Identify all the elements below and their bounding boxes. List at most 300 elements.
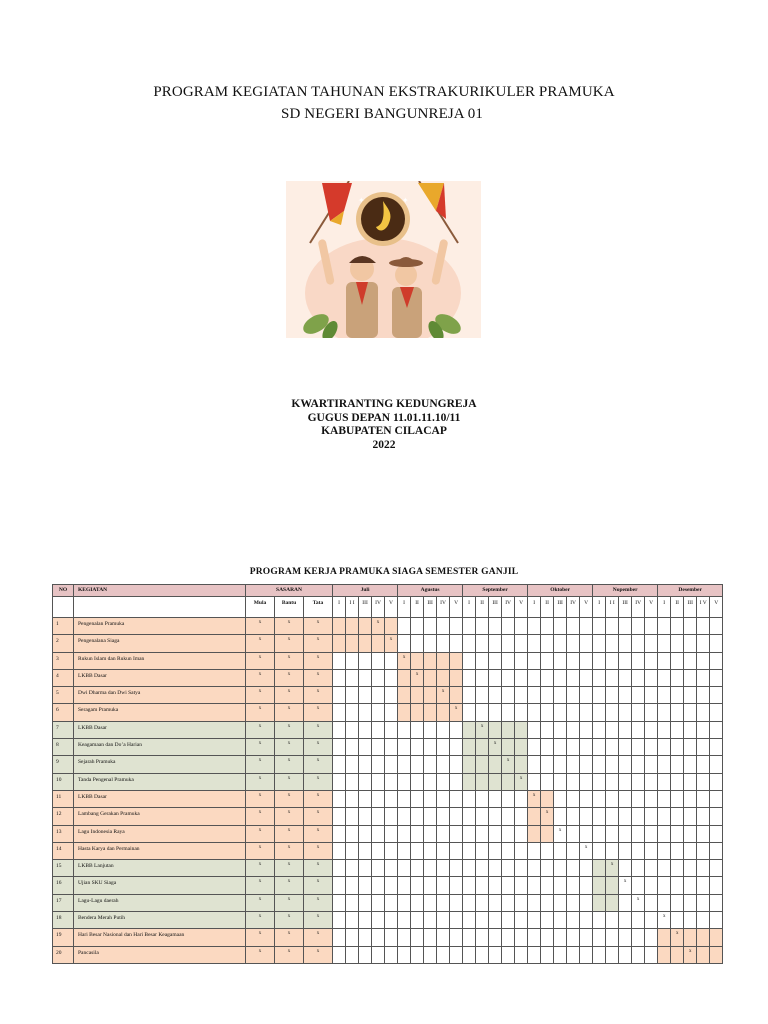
week-cell — [710, 721, 723, 738]
week-cell — [437, 894, 450, 911]
week-cell — [424, 704, 437, 721]
week-cell — [411, 739, 424, 756]
week-cell — [645, 790, 658, 807]
week-cell — [476, 669, 489, 686]
week-cell — [437, 669, 450, 686]
week-cell — [619, 842, 632, 859]
week-cell — [515, 808, 528, 825]
week-cell — [411, 635, 424, 652]
week-cell — [554, 618, 567, 635]
week-cell — [515, 739, 528, 756]
week-cell — [710, 808, 723, 825]
week-cell — [437, 860, 450, 877]
week-mark: x — [606, 860, 619, 877]
week-cell — [463, 687, 476, 704]
week-cell — [424, 946, 437, 963]
week-cell — [489, 894, 502, 911]
table-row — [53, 946, 723, 963]
week-cell — [710, 618, 723, 635]
week-cell — [463, 842, 476, 859]
week-cell — [489, 687, 502, 704]
week-cell — [515, 635, 528, 652]
week-cell — [385, 756, 398, 773]
week-cell — [476, 894, 489, 911]
svg-text:✦: ✦ — [358, 196, 365, 205]
week-cell — [684, 652, 697, 669]
sasaran-mark: x — [246, 894, 275, 911]
week-cell — [515, 618, 528, 635]
row-kegiatan: Rukun Islam dan Rukun Iman — [74, 652, 246, 669]
sasaran-mark: x — [304, 773, 333, 790]
sasaran-mark: x — [275, 756, 304, 773]
week-september-2: II — [476, 597, 489, 618]
week-cell — [424, 860, 437, 877]
row-number: 4 — [53, 669, 74, 686]
table-row — [53, 756, 723, 773]
week-cell — [606, 652, 619, 669]
row-number: 6 — [53, 704, 74, 721]
week-cell — [424, 687, 437, 704]
week-cell — [359, 808, 372, 825]
week-cell — [567, 894, 580, 911]
week-cell — [463, 946, 476, 963]
week-cell — [645, 894, 658, 911]
week-cell — [632, 635, 645, 652]
header-month-nopember: Nopember — [593, 585, 658, 597]
week-cell — [606, 618, 619, 635]
week-cell — [489, 721, 502, 738]
week-cell — [515, 687, 528, 704]
week-cell — [541, 860, 554, 877]
week-cell — [645, 825, 658, 842]
week-cell — [372, 652, 385, 669]
week-cell — [567, 825, 580, 842]
week-mark: x — [502, 756, 515, 773]
week-cell — [684, 635, 697, 652]
week-cell — [515, 825, 528, 842]
week-cell — [411, 704, 424, 721]
sasaran-mark: x — [304, 739, 333, 756]
week-cell — [619, 946, 632, 963]
week-cell — [580, 894, 593, 911]
week-juli-5: V — [385, 597, 398, 618]
week-cell — [645, 929, 658, 946]
week-cell — [437, 825, 450, 842]
week-cell — [333, 929, 346, 946]
week-cell — [424, 652, 437, 669]
week-cell — [476, 652, 489, 669]
week-cell — [359, 860, 372, 877]
week-cell — [346, 860, 359, 877]
week-cell — [450, 652, 463, 669]
week-cell — [567, 739, 580, 756]
week-cell — [372, 790, 385, 807]
row-kegiatan: Hasta Karya dan Permainan — [74, 842, 246, 859]
header-month-september: September — [463, 585, 528, 597]
week-cell — [333, 860, 346, 877]
week-cell — [450, 842, 463, 859]
week-september-5: V — [515, 597, 528, 618]
week-cell — [593, 687, 606, 704]
sasaran-mark: x — [304, 894, 333, 911]
week-cell — [346, 912, 359, 929]
week-cell — [463, 669, 476, 686]
week-cell — [580, 687, 593, 704]
week-cell — [489, 842, 502, 859]
sasaran-mark: x — [304, 842, 333, 859]
week-cell — [671, 739, 684, 756]
row-number: 5 — [53, 687, 74, 704]
week-cell — [554, 773, 567, 790]
sasaran-mark: x — [246, 635, 275, 652]
week-mark: x — [619, 877, 632, 894]
table-row — [53, 912, 723, 929]
week-cell — [450, 618, 463, 635]
week-cell — [333, 842, 346, 859]
header-month-juli: Juli — [333, 585, 398, 597]
kwartiranting: KWARTIRANTING KEDUNGREJA — [291, 398, 477, 410]
week-cell — [411, 894, 424, 911]
week-cell — [541, 790, 554, 807]
week-cell — [645, 669, 658, 686]
week-cell — [684, 790, 697, 807]
sasaran-mark: x — [275, 842, 304, 859]
sasaran-mark: x — [304, 652, 333, 669]
header-sasaran-mula: Mula — [246, 597, 275, 618]
week-cell — [619, 704, 632, 721]
week-cell — [658, 860, 671, 877]
week-cell — [398, 946, 411, 963]
week-cell — [398, 825, 411, 842]
week-cell — [658, 842, 671, 859]
week-september-1: I — [463, 597, 476, 618]
week-cell — [424, 669, 437, 686]
week-cell — [333, 912, 346, 929]
sasaran-mark: x — [304, 704, 333, 721]
sasaran-mark: x — [304, 790, 333, 807]
sasaran-mark: x — [275, 669, 304, 686]
week-cell — [606, 773, 619, 790]
week-cell — [424, 877, 437, 894]
week-cell — [476, 756, 489, 773]
sasaran-mark: x — [246, 790, 275, 807]
week-cell — [528, 756, 541, 773]
week-cell — [710, 756, 723, 773]
row-number: 11 — [53, 790, 74, 807]
week-cell — [437, 721, 450, 738]
week-cell — [333, 808, 346, 825]
week-cell — [333, 946, 346, 963]
week-cell — [619, 756, 632, 773]
sasaran-mark: x — [304, 929, 333, 946]
week-cell — [385, 894, 398, 911]
week-cell — [385, 946, 398, 963]
row-number: 17 — [53, 894, 74, 911]
week-cell — [411, 756, 424, 773]
week-nopember-1: I — [593, 597, 606, 618]
week-cell — [658, 704, 671, 721]
week-cell — [658, 756, 671, 773]
program-table — [52, 584, 723, 964]
week-cell — [632, 721, 645, 738]
row-number: 10 — [53, 773, 74, 790]
week-cell — [359, 618, 372, 635]
week-cell — [333, 739, 346, 756]
week-cell — [593, 739, 606, 756]
sasaran-mark: x — [246, 756, 275, 773]
week-cell — [593, 825, 606, 842]
week-cell — [346, 721, 359, 738]
week-cell — [606, 790, 619, 807]
week-cell — [671, 687, 684, 704]
table-row — [53, 825, 723, 842]
week-cell — [632, 912, 645, 929]
week-cell — [437, 929, 450, 946]
week-cell — [450, 929, 463, 946]
week-cell — [606, 929, 619, 946]
week-cell — [333, 756, 346, 773]
table-row — [53, 635, 723, 652]
week-cell — [359, 652, 372, 669]
week-cell — [502, 842, 515, 859]
sasaran-mark: x — [304, 721, 333, 738]
week-cell — [463, 808, 476, 825]
week-juli-3: III — [359, 597, 372, 618]
week-desember-5: V — [710, 597, 723, 618]
week-cell — [541, 877, 554, 894]
week-cell — [658, 929, 671, 946]
week-cell — [424, 929, 437, 946]
week-cell — [489, 704, 502, 721]
week-cell — [671, 704, 684, 721]
week-cell — [424, 773, 437, 790]
row-number: 13 — [53, 825, 74, 842]
week-cell — [346, 877, 359, 894]
week-cell — [437, 652, 450, 669]
week-cell — [710, 946, 723, 963]
week-nopember-5: V — [645, 597, 658, 618]
week-cell — [346, 790, 359, 807]
week-cell — [606, 877, 619, 894]
header-blank-kegiatan — [74, 597, 246, 618]
week-cell — [632, 739, 645, 756]
week-cell — [671, 635, 684, 652]
week-cell — [541, 912, 554, 929]
week-cell — [697, 618, 710, 635]
week-cell — [398, 704, 411, 721]
sasaran-mark: x — [275, 860, 304, 877]
week-cell — [372, 808, 385, 825]
week-cell — [554, 721, 567, 738]
week-cell — [580, 618, 593, 635]
row-number: 19 — [53, 929, 74, 946]
week-cell — [463, 739, 476, 756]
table-row — [53, 721, 723, 738]
week-cell — [593, 842, 606, 859]
week-cell — [476, 739, 489, 756]
table-row — [53, 860, 723, 877]
week-cell — [710, 669, 723, 686]
week-cell — [619, 894, 632, 911]
week-cell — [515, 652, 528, 669]
week-cell — [372, 669, 385, 686]
week-cell — [619, 618, 632, 635]
week-cell — [697, 946, 710, 963]
week-cell — [346, 618, 359, 635]
week-cell — [463, 704, 476, 721]
week-cell — [437, 704, 450, 721]
week-cell — [437, 773, 450, 790]
week-cell — [645, 739, 658, 756]
week-cell — [411, 687, 424, 704]
sasaran-mark: x — [246, 773, 275, 790]
row-number: 2 — [53, 635, 74, 652]
week-cell — [424, 721, 437, 738]
week-cell — [346, 946, 359, 963]
week-cell — [411, 618, 424, 635]
week-cell — [502, 652, 515, 669]
week-cell — [567, 704, 580, 721]
week-cell — [697, 929, 710, 946]
week-cell — [632, 669, 645, 686]
week-desember-2: II — [671, 597, 684, 618]
sasaran-mark: x — [246, 721, 275, 738]
week-cell — [658, 635, 671, 652]
week-cell — [593, 912, 606, 929]
week-cell — [593, 790, 606, 807]
week-cell — [424, 635, 437, 652]
week-cell — [476, 825, 489, 842]
week-cell — [372, 721, 385, 738]
week-cell — [541, 669, 554, 686]
week-cell — [710, 635, 723, 652]
sasaran-mark: x — [304, 825, 333, 842]
week-cell — [541, 825, 554, 842]
week-cell — [385, 618, 398, 635]
year: 2022 — [372, 438, 396, 451]
week-cell — [398, 808, 411, 825]
week-cell — [671, 946, 684, 963]
week-cell — [697, 704, 710, 721]
week-cell — [671, 842, 684, 859]
row-number: 20 — [53, 946, 74, 963]
week-cell — [658, 946, 671, 963]
week-cell — [567, 652, 580, 669]
week-cell — [489, 946, 502, 963]
week-cell — [359, 721, 372, 738]
week-cell — [632, 877, 645, 894]
week-cell — [593, 877, 606, 894]
week-cell — [398, 877, 411, 894]
week-cell — [411, 652, 424, 669]
week-cell — [697, 652, 710, 669]
table-row — [53, 618, 723, 635]
week-cell — [359, 842, 372, 859]
week-cell — [541, 756, 554, 773]
week-cell — [567, 669, 580, 686]
week-cell — [606, 739, 619, 756]
week-cell — [398, 912, 411, 929]
header-row-weeks — [53, 597, 723, 618]
week-cell — [541, 946, 554, 963]
week-cell — [580, 773, 593, 790]
row-kegiatan: Lambang Gerakan Pramuka — [74, 808, 246, 825]
week-cell — [502, 860, 515, 877]
week-cell — [567, 912, 580, 929]
week-cell — [346, 842, 359, 859]
scout-illustration — [286, 181, 481, 338]
week-cell — [398, 739, 411, 756]
week-cell — [606, 687, 619, 704]
week-agustus-4: IV — [437, 597, 450, 618]
sasaran-mark: x — [246, 704, 275, 721]
week-cell — [554, 877, 567, 894]
header-no: NO — [53, 585, 74, 597]
week-cell — [424, 618, 437, 635]
week-cell — [450, 877, 463, 894]
week-cell — [476, 946, 489, 963]
week-cell — [697, 808, 710, 825]
week-cell — [567, 773, 580, 790]
week-cell — [489, 652, 502, 669]
week-cell — [476, 808, 489, 825]
week-cell — [580, 635, 593, 652]
week-cell — [437, 739, 450, 756]
table-row — [53, 894, 723, 911]
week-cell — [489, 912, 502, 929]
week-cell — [515, 860, 528, 877]
sasaran-mark: x — [275, 946, 304, 963]
week-cell — [684, 721, 697, 738]
program-table-body — [53, 618, 723, 964]
week-cell — [437, 756, 450, 773]
week-cell — [528, 669, 541, 686]
week-cell — [450, 669, 463, 686]
week-cell — [645, 773, 658, 790]
sasaran-mark: x — [275, 635, 304, 652]
week-cell — [554, 842, 567, 859]
sasaran-mark: x — [275, 704, 304, 721]
week-cell — [346, 808, 359, 825]
week-cell — [541, 635, 554, 652]
week-cell — [359, 669, 372, 686]
week-cell — [359, 739, 372, 756]
week-cell — [619, 652, 632, 669]
week-cell — [645, 618, 658, 635]
week-cell — [372, 929, 385, 946]
week-cell — [632, 687, 645, 704]
week-cell — [502, 704, 515, 721]
week-cell — [619, 825, 632, 842]
sasaran-mark: x — [304, 618, 333, 635]
week-cell — [502, 739, 515, 756]
week-cell — [658, 825, 671, 842]
week-cell — [541, 894, 554, 911]
week-cell — [333, 618, 346, 635]
week-cell — [411, 860, 424, 877]
row-kegiatan: Dwi Dharma dan Dwi Satya — [74, 687, 246, 704]
week-mark: x — [554, 825, 567, 842]
week-cell — [710, 929, 723, 946]
row-number: 14 — [53, 842, 74, 859]
week-cell — [463, 877, 476, 894]
week-cell — [632, 652, 645, 669]
week-cell — [463, 894, 476, 911]
week-cell — [515, 894, 528, 911]
table-row — [53, 842, 723, 859]
header-month-agustus: Agustus — [398, 585, 463, 597]
week-cell — [606, 912, 619, 929]
